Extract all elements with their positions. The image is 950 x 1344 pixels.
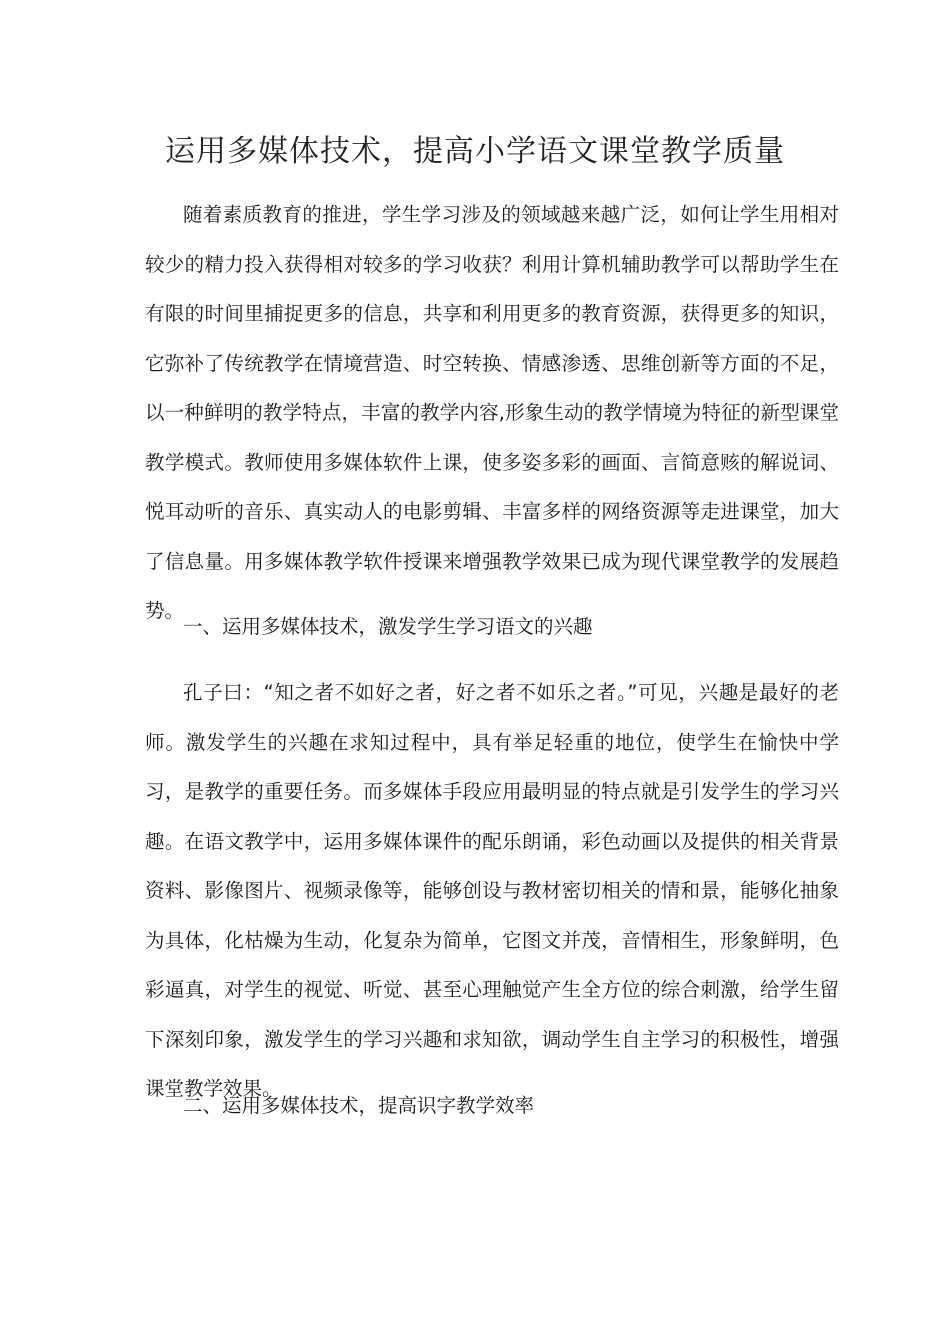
intro-paragraph: 随着素质教育的推进，学生学习涉及的领域越来越广泛，如何让学生用相对较少的精力投入获得相对较多的学习收获？利用计算机辅助教学可以帮助学生在有限的时间里捕捉更多的信息，共享和利用更多的教育资源，获得更多的知识，它弥补了传统教学在情境营造、时空转换、情感渗透、思维创新等方面的不足，以一种鲜明的教学特点，丰富的教学内容,形象生动的教学情境为特征的新型课堂教学模式。教师使用多媒体软件上课，使多姿多彩的画面、言简意赅的解说词、悦耳动听的音乐、真实动人的电影剪辑、丰富多样的网络资源等走进课堂，加大了信息量。用多媒体教学软件授课来增强教学效果已成为现代课堂教学的发展趋势。 — [145, 203, 839, 622]
document-title: 运用多媒体技术，提高小学语文课堂教学质量 — [165, 134, 785, 169]
section-2-heading: 二、运用多媒体技术，提高识字教学效率 — [183, 1094, 535, 1117]
section-1-paragraph: 孔子曰：“知之者不如好之者，好之者不如乐之者。”可见，兴趣是最好的老师。激发学生的兴趣在求知过程中，具有举足轻重的地位，使学生在愉快中学习，是教学的重要任务。而多媒体手段应用最明显的特点就是引发学生的学习兴趣。在语文教学中，运用多媒体课件的配乐朗诵，彩色动画以及提供的相关背景资料、影像图片、视频录像等，能够创设与教材密切相关的情和景，能够化抽象为具体，化枯燥为生动，化复杂为简单，它图文并茂，音情相生，形象鲜明，色彩逼真，对学生的视觉、听觉、甚至心理触觉产生全方位的综合刺激，给学生留下深刻印象，激发学生的学习兴趣和求知欲，调动学生自主学习的积极性，增强课堂教学效果。 — [145, 681, 839, 1100]
section-1-heading: 一、运用多媒体技术，激发学生学习语文的兴趣 — [183, 615, 593, 638]
